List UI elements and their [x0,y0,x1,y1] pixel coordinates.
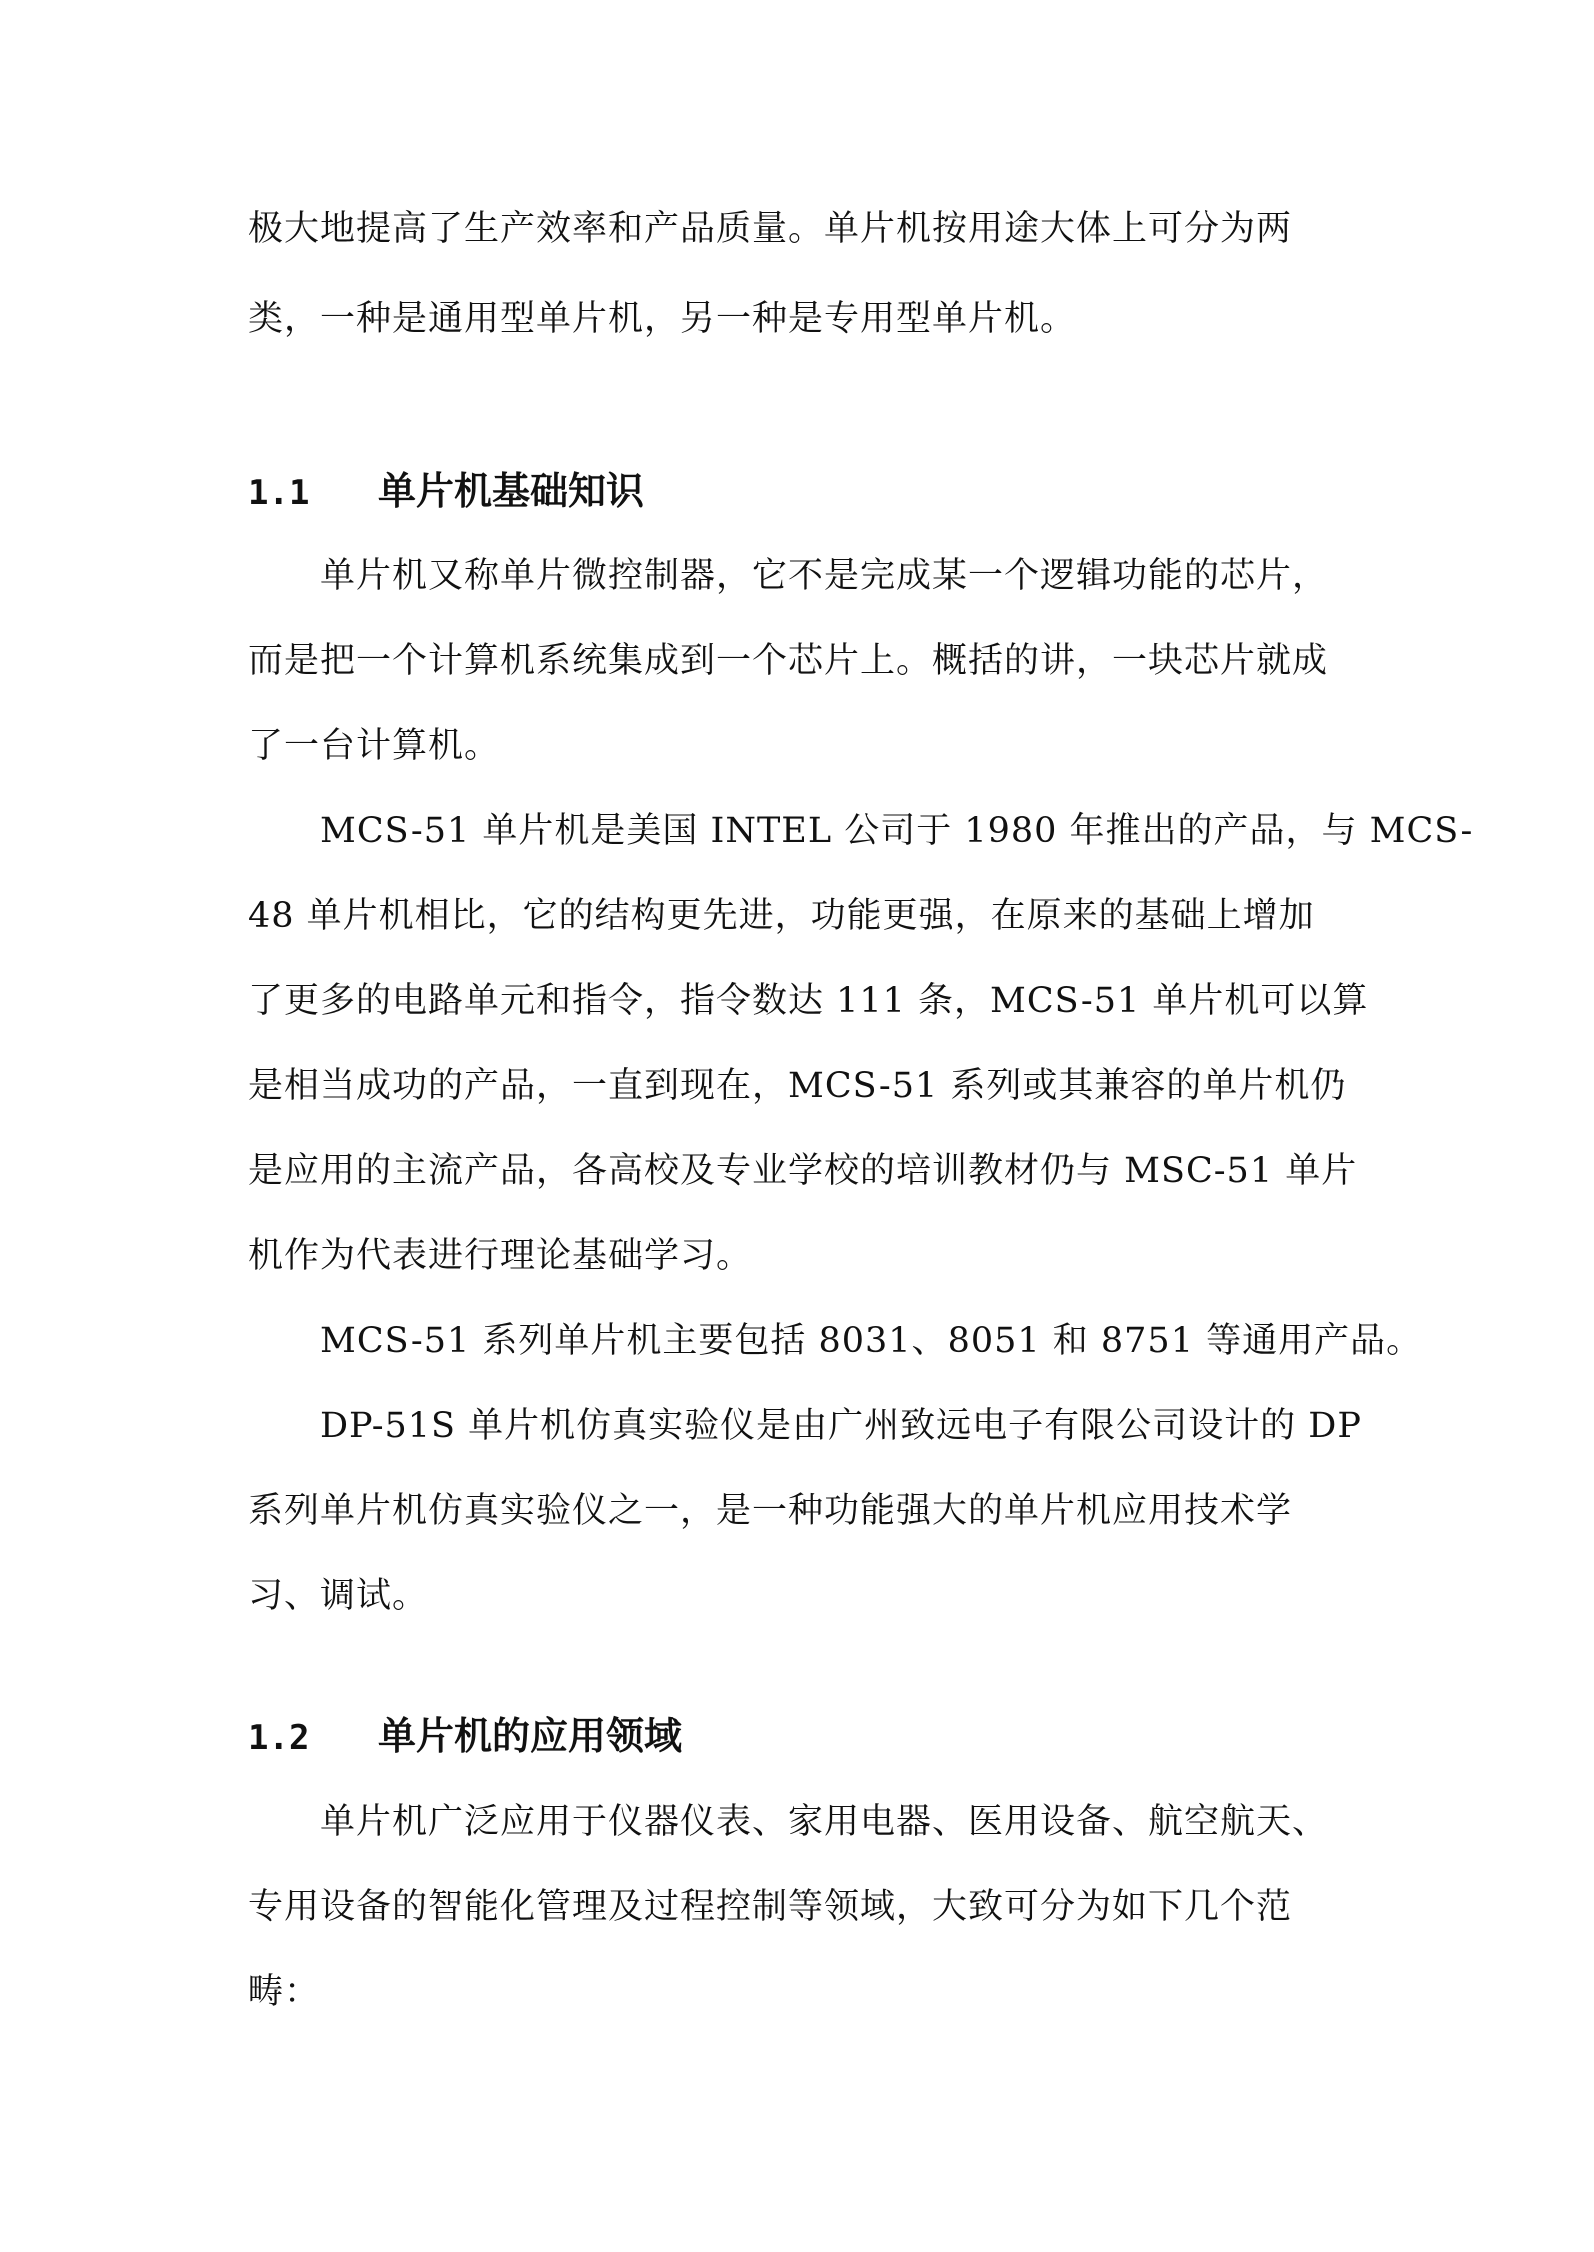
intro-line-2: 类，一种是通用型单片机，另一种是专用型单片机。 [248,299,1077,339]
s11-p1-line-3: 了一台计算机。 [248,726,501,766]
s12-p1-line-3: 畴： [248,1972,321,2012]
s12-p1-line-2: 专用设备的智能化管理及过程控制等领域，大致可分为如下几个范 [248,1887,1293,1927]
section-1-1-heading [248,465,644,519]
s11-p1-line-1: 单片机又称单片微控制器，它不是完成某一个逻辑功能的芯片， [320,556,1329,596]
intro-line-1: 极大地提高了生产效率和产品质量。单片机按用途大体上可分为两 [248,209,1293,249]
s11-p2-line-3: 了更多的电路单元和指令，指令数达 111 条，MCS-51 单片机可以算 [248,981,1369,1021]
section-1-1-number: 1.1 [248,473,310,513]
s11-p4-line-1: DP-51S 单片机仿真实验仪是由广州致远电子有限公司设计的 DP [320,1406,1362,1446]
s11-p2-line-1: MCS-51 单片机是美国 INTEL 公司于 1980 年推出的产品，与 MCS- [320,811,1474,851]
s11-p2-line-6: 机作为代表进行理论基础学习。 [248,1236,753,1276]
section-1-2-heading [248,1710,682,1764]
s11-p4-line-3: 习、调试。 [248,1576,429,1616]
s11-p1-line-2: 而是把一个计算机系统集成到一个芯片上。概括的讲，一块芯片就成 [248,641,1329,681]
section-1-1-title: 单片机基础知识 [378,468,645,513]
s11-p4-line-2: 系列单片机仿真实验仪之一，是一种功能强大的单片机应用技术学 [248,1491,1293,1531]
s11-p2-line-4: 是相当成功的产品，一直到现在，MCS-51 系列或其兼容的单片机仍 [248,1066,1347,1106]
s11-p3-line-1: MCS-51 系列单片机主要包括 8031、8051 和 8751 等通用产品。 [320,1321,1423,1361]
section-1-2-number: 1.2 [248,1718,310,1758]
section-1-2-title: 单片机的应用领域 [378,1713,683,1758]
s12-p1-line-1: 单片机广泛应用于仪器仪表、家用电器、医用设备、航空航天、 [320,1802,1329,1842]
s11-p2-line-5: 是应用的主流产品，各高校及专业学校的培训教材仍与 MSC-51 单片 [248,1151,1358,1191]
s11-p2-line-2: 48 单片机相比，它的结构更先进，功能更强，在原来的基础上增加 [248,896,1315,936]
